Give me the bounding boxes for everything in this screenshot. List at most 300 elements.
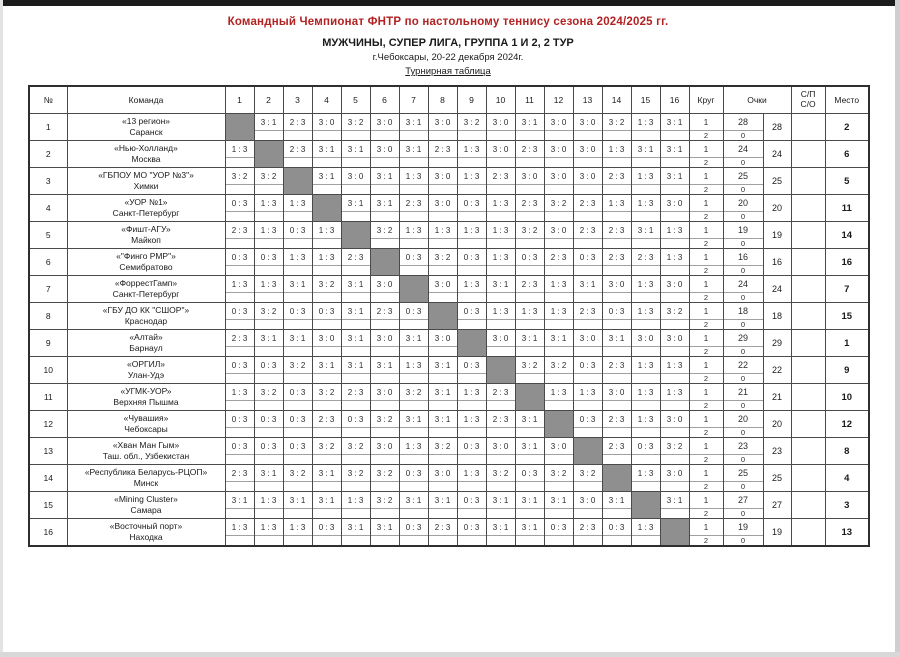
score-round2 [458, 238, 486, 248]
score-round1: 1 : 3 [608, 144, 625, 154]
score-cell [225, 492, 254, 519]
score-round2 [284, 481, 312, 491]
team-row [29, 492, 869, 519]
score-round1: 3 : 2 [434, 441, 451, 451]
score-round1: 2 : 3 [347, 252, 364, 262]
score-round2 [458, 184, 486, 194]
score-round1: 3 : 0 [434, 279, 451, 289]
score-cell [283, 384, 312, 411]
score-cell [283, 222, 312, 249]
team-number: 1 [29, 114, 67, 141]
score-cell [486, 303, 515, 330]
score-round2 [342, 481, 370, 491]
score-round2 [429, 508, 457, 518]
score-round1: 1 : 3 [637, 387, 654, 397]
score-round2 [284, 157, 312, 167]
score-round1: 1 : 3 [231, 387, 248, 397]
score-round2 [342, 400, 370, 410]
score-round1: 3 : 2 [376, 225, 393, 235]
score-round2 [400, 454, 428, 464]
score-cell [573, 141, 602, 168]
score-round1: 2 : 3 [492, 171, 509, 181]
score-cell [254, 222, 283, 249]
score-round1: 2 : 3 [231, 468, 248, 478]
place-cell: 8 [825, 438, 869, 465]
score-round1: 3 : 1 [347, 198, 364, 208]
score-round2 [226, 346, 254, 356]
score-cell [312, 357, 341, 384]
score-round2 [516, 319, 544, 329]
score-cell [573, 330, 602, 357]
score-round2 [458, 319, 486, 329]
score-round1: 1 : 3 [231, 279, 248, 289]
score-cell [544, 195, 573, 222]
score-round1: 1 : 3 [260, 279, 277, 289]
score-round1: 3 : 2 [260, 306, 277, 316]
points-round2: 0 [724, 346, 763, 356]
score-round2 [603, 238, 631, 248]
score-cell [341, 492, 370, 519]
round-2-label: 2 [690, 454, 723, 464]
points-round1: 24 [737, 279, 748, 289]
team-city: Майкоп [131, 235, 161, 246]
score-round1: 3 : 1 [521, 495, 538, 505]
score-round2 [574, 238, 602, 248]
score-round2 [603, 184, 631, 194]
team-name-cell [67, 141, 225, 168]
score-round1: 3 : 1 [318, 360, 335, 370]
score-round1: 3 : 2 [608, 117, 625, 127]
score-round1: 3 : 2 [376, 495, 393, 505]
diagonal-cell [631, 492, 660, 519]
score-round1: 3 : 1 [376, 360, 393, 370]
score-cell [428, 411, 457, 438]
score-round1: 2 : 3 [579, 198, 596, 208]
score-round1: 3 : 1 [318, 495, 335, 505]
diagonal-cell [515, 384, 544, 411]
diagonal-cell [486, 357, 515, 384]
score-cell [428, 114, 457, 141]
score-round1: 3 : 1 [521, 441, 538, 451]
score-cell [341, 384, 370, 411]
score-cell [457, 492, 486, 519]
score-round1: 3 : 1 [637, 225, 654, 235]
score-round2 [255, 454, 283, 464]
score-cell [254, 411, 283, 438]
points-cell [723, 492, 763, 519]
score-round1: 2 : 3 [492, 387, 509, 397]
score-cell [370, 492, 399, 519]
sp-so-cell [791, 249, 825, 276]
score-round2 [632, 157, 660, 167]
score-cell [428, 141, 457, 168]
score-cell [225, 465, 254, 492]
points-round2: 0 [724, 184, 763, 194]
score-round2 [313, 400, 341, 410]
points-round1: 20 [737, 198, 748, 208]
score-round1: 3 : 2 [231, 171, 248, 181]
score-round2 [284, 238, 312, 248]
team-name: «ОРГИЛ» [126, 359, 166, 370]
score-cell [254, 438, 283, 465]
score-round2 [371, 454, 399, 464]
score-round2 [487, 535, 515, 545]
score-cell [341, 249, 370, 276]
score-cell [225, 276, 254, 303]
score-round2 [487, 292, 515, 302]
score-round1: 0 : 3 [260, 414, 277, 424]
round-2-label: 2 [690, 157, 723, 167]
score-cell [544, 465, 573, 492]
score-round1: 3 : 1 [434, 495, 451, 505]
score-cell [428, 438, 457, 465]
team-name-cell [67, 114, 225, 141]
score-round2 [661, 508, 689, 518]
score-round1: 3 : 0 [579, 171, 596, 181]
score-round2 [661, 238, 689, 248]
score-round2 [371, 346, 399, 356]
score-round1: 3 : 1 [405, 414, 422, 424]
total-points-cell: 16 [763, 249, 791, 276]
score-cell [370, 222, 399, 249]
score-round2 [429, 157, 457, 167]
total-points-cell: 22 [763, 357, 791, 384]
score-cell [602, 519, 631, 547]
total-points-cell: 20 [763, 195, 791, 222]
round-cell [689, 519, 723, 547]
score-round1: 3 : 1 [318, 468, 335, 478]
score-cell [660, 438, 689, 465]
total-points-cell: 18 [763, 303, 791, 330]
score-cell [573, 465, 602, 492]
score-cell [486, 276, 515, 303]
round-cell [689, 492, 723, 519]
score-cell [631, 519, 660, 547]
points-round2: 0 [724, 535, 763, 545]
so-label: С/О [800, 99, 816, 109]
round-1-label: 1 [703, 171, 709, 181]
score-cell [602, 195, 631, 222]
score-round2 [545, 373, 573, 383]
score-round2 [313, 292, 341, 302]
score-cell [486, 519, 515, 547]
column-header-opponent-14: 14 [602, 86, 631, 114]
score-round2 [255, 508, 283, 518]
score-round2 [603, 157, 631, 167]
page-subtitle: МУЖЧИНЫ, СУПЕР ЛИГА, ГРУППА 1 И 2, 2 ТУР [322, 37, 574, 49]
score-round2 [487, 157, 515, 167]
score-round1: 1 : 3 [463, 225, 480, 235]
score-round2 [545, 481, 573, 491]
score-round1: 3 : 1 [405, 495, 422, 505]
score-round2 [603, 130, 631, 140]
score-round1: 3 : 0 [666, 468, 683, 478]
score-cell [254, 249, 283, 276]
score-round2 [632, 427, 660, 437]
score-round1: 3 : 1 [666, 171, 683, 181]
diagonal-cell [341, 222, 370, 249]
place-cell: 11 [825, 195, 869, 222]
score-round1: 1 : 3 [231, 144, 248, 154]
round-cell [689, 249, 723, 276]
score-cell [225, 384, 254, 411]
score-round1: 3 : 1 [579, 279, 596, 289]
team-name: «Восточный порт» [109, 521, 183, 532]
team-city: Москва [131, 154, 161, 165]
score-round2 [284, 265, 312, 275]
score-round1: 3 : 1 [289, 495, 306, 505]
score-round2 [342, 184, 370, 194]
total-points-cell: 24 [763, 276, 791, 303]
points-round1: 21 [737, 387, 748, 397]
score-cell [341, 168, 370, 195]
score-round1: 3 : 1 [289, 279, 306, 289]
score-round1: 1 : 3 [405, 441, 422, 451]
score-cell [515, 492, 544, 519]
column-header-opponent-6: 6 [370, 86, 399, 114]
score-round1: 0 : 3 [260, 441, 277, 451]
points-cell [723, 384, 763, 411]
sp-so-cell [791, 303, 825, 330]
team-row [29, 168, 869, 195]
score-round2 [487, 130, 515, 140]
score-round1: 0 : 3 [579, 414, 596, 424]
score-cell [631, 276, 660, 303]
team-name-cell [67, 195, 225, 222]
score-round2 [545, 346, 573, 356]
score-round1: 0 : 3 [231, 198, 248, 208]
team-name-cell [67, 249, 225, 276]
score-round2 [313, 157, 341, 167]
sp-so-cell [791, 492, 825, 519]
score-round2 [429, 211, 457, 221]
score-round1: 3 : 0 [521, 171, 538, 181]
points-round2: 0 [724, 130, 763, 140]
score-round1: 3 : 0 [434, 333, 451, 343]
score-cell [399, 384, 428, 411]
score-cell [399, 249, 428, 276]
points-round1: 24 [737, 144, 748, 154]
team-city: Санкт-Петербург [112, 289, 180, 300]
score-round1: 3 : 0 [579, 333, 596, 343]
score-round2 [313, 427, 341, 437]
score-round1: 2 : 3 [231, 333, 248, 343]
points-round1: 19 [737, 522, 748, 532]
points-cell [723, 141, 763, 168]
score-round1: 2 : 3 [608, 414, 625, 424]
table-body [29, 114, 869, 547]
score-round1: 1 : 3 [405, 171, 422, 181]
score-round1: 1 : 3 [463, 468, 480, 478]
score-cell [602, 330, 631, 357]
score-cell [428, 519, 457, 547]
score-round2 [226, 292, 254, 302]
total-points-cell: 25 [763, 168, 791, 195]
score-round1: 3 : 0 [492, 441, 509, 451]
team-row [29, 357, 869, 384]
score-round2 [255, 373, 283, 383]
team-number: 12 [29, 411, 67, 438]
score-round2 [371, 130, 399, 140]
score-round2 [545, 211, 573, 221]
points-cell [723, 519, 763, 547]
score-round1: 3 : 1 [318, 144, 335, 154]
column-header-points: Очки [723, 86, 791, 114]
score-round1: 1 : 3 [289, 252, 306, 262]
score-cell [486, 141, 515, 168]
score-cell [457, 168, 486, 195]
score-round1: 3 : 1 [376, 522, 393, 532]
score-cell [428, 195, 457, 222]
score-round2 [661, 130, 689, 140]
team-number: 13 [29, 438, 67, 465]
score-round2 [661, 211, 689, 221]
total-points-cell: 24 [763, 141, 791, 168]
score-round2 [371, 157, 399, 167]
team-name-cell [67, 384, 225, 411]
score-round1: 1 : 3 [666, 387, 683, 397]
score-round2 [313, 184, 341, 194]
score-round1: 3 : 1 [405, 117, 422, 127]
score-cell [341, 519, 370, 547]
score-cell [370, 141, 399, 168]
score-round1: 3 : 1 [521, 522, 538, 532]
points-round1: 25 [737, 468, 748, 478]
score-round2 [429, 373, 457, 383]
sp-so-cell [791, 384, 825, 411]
score-cell [573, 357, 602, 384]
points-round2: 0 [724, 292, 763, 302]
place-cell: 3 [825, 492, 869, 519]
score-cell [573, 114, 602, 141]
score-cell [631, 249, 660, 276]
score-round1: 1 : 3 [463, 387, 480, 397]
place-cell: 16 [825, 249, 869, 276]
score-cell [312, 519, 341, 547]
score-round2 [400, 427, 428, 437]
round-1-label: 1 [703, 414, 709, 424]
table-label: Турнирная таблица [405, 66, 491, 77]
score-cell [341, 438, 370, 465]
sp-so-cell [791, 465, 825, 492]
score-round1: 3 : 2 [434, 252, 451, 262]
score-round1: 3 : 1 [347, 522, 364, 532]
score-cell [602, 492, 631, 519]
score-round1: 2 : 3 [608, 441, 625, 451]
score-cell [515, 357, 544, 384]
score-round1: 2 : 3 [231, 225, 248, 235]
score-cell [660, 114, 689, 141]
score-round2 [226, 454, 254, 464]
score-cell [399, 465, 428, 492]
team-number: 9 [29, 330, 67, 357]
score-cell [457, 249, 486, 276]
team-number: 4 [29, 195, 67, 222]
points-cell [723, 276, 763, 303]
score-cell [486, 492, 515, 519]
score-round1: 3 : 1 [405, 333, 422, 343]
score-round1: 0 : 3 [463, 441, 480, 451]
score-round2 [255, 535, 283, 545]
team-number: 7 [29, 276, 67, 303]
score-round2 [574, 211, 602, 221]
score-round1: 3 : 1 [289, 333, 306, 343]
score-cell [631, 411, 660, 438]
score-cell [370, 330, 399, 357]
score-round1: 3 : 0 [608, 279, 625, 289]
score-cell [660, 168, 689, 195]
team-name: «Mining Cluster» [114, 494, 178, 505]
score-round1: 3 : 0 [318, 333, 335, 343]
score-cell [544, 141, 573, 168]
points-cell [723, 195, 763, 222]
score-round2 [429, 292, 457, 302]
score-cell [254, 357, 283, 384]
score-round1: 3 : 2 [318, 387, 335, 397]
round-2-label: 2 [690, 184, 723, 194]
score-round1: 1 : 3 [637, 414, 654, 424]
score-round2 [458, 400, 486, 410]
score-round2 [574, 535, 602, 545]
score-round2 [516, 292, 544, 302]
score-round2 [632, 319, 660, 329]
score-round1: 3 : 0 [550, 441, 567, 451]
team-city: Чебоксары [124, 424, 168, 435]
round-2-label: 2 [690, 427, 723, 437]
score-round1: 3 : 1 [434, 360, 451, 370]
score-round2 [226, 400, 254, 410]
sp-so-cell [791, 195, 825, 222]
round-1-label: 1 [703, 522, 709, 532]
score-round1: 3 : 1 [347, 333, 364, 343]
score-round1: 0 : 3 [463, 495, 480, 505]
score-cell [631, 222, 660, 249]
score-round2 [313, 535, 341, 545]
score-round1: 0 : 3 [463, 360, 480, 370]
score-cell [602, 114, 631, 141]
total-points-cell: 20 [763, 411, 791, 438]
score-round1: 1 : 3 [463, 414, 480, 424]
score-cell [602, 249, 631, 276]
score-round2 [313, 508, 341, 518]
score-round1: 3 : 0 [376, 144, 393, 154]
score-round2 [487, 319, 515, 329]
score-round1: 0 : 3 [463, 522, 480, 532]
score-cell [573, 222, 602, 249]
score-cell [254, 195, 283, 222]
score-cell [428, 168, 457, 195]
team-name-cell [67, 465, 225, 492]
sp-label: С/П [800, 89, 816, 100]
score-cell [573, 492, 602, 519]
score-round1: 3 : 0 [579, 117, 596, 127]
location-date: г.Чебоксары, 20-22 декабря 2024г. [372, 52, 524, 63]
score-cell [399, 438, 428, 465]
round-1-label: 1 [703, 306, 709, 316]
points-cell [723, 222, 763, 249]
score-round1: 2 : 3 [492, 414, 509, 424]
score-cell [283, 519, 312, 547]
score-round2 [516, 265, 544, 275]
score-round2 [429, 238, 457, 248]
score-cell [225, 357, 254, 384]
round-cell [689, 168, 723, 195]
points-round2: 0 [724, 157, 763, 167]
score-round1: 3 : 0 [492, 333, 509, 343]
score-round1: 3 : 2 [521, 225, 538, 235]
place-cell: 2 [825, 114, 869, 141]
score-round1: 3 : 1 [492, 522, 509, 532]
